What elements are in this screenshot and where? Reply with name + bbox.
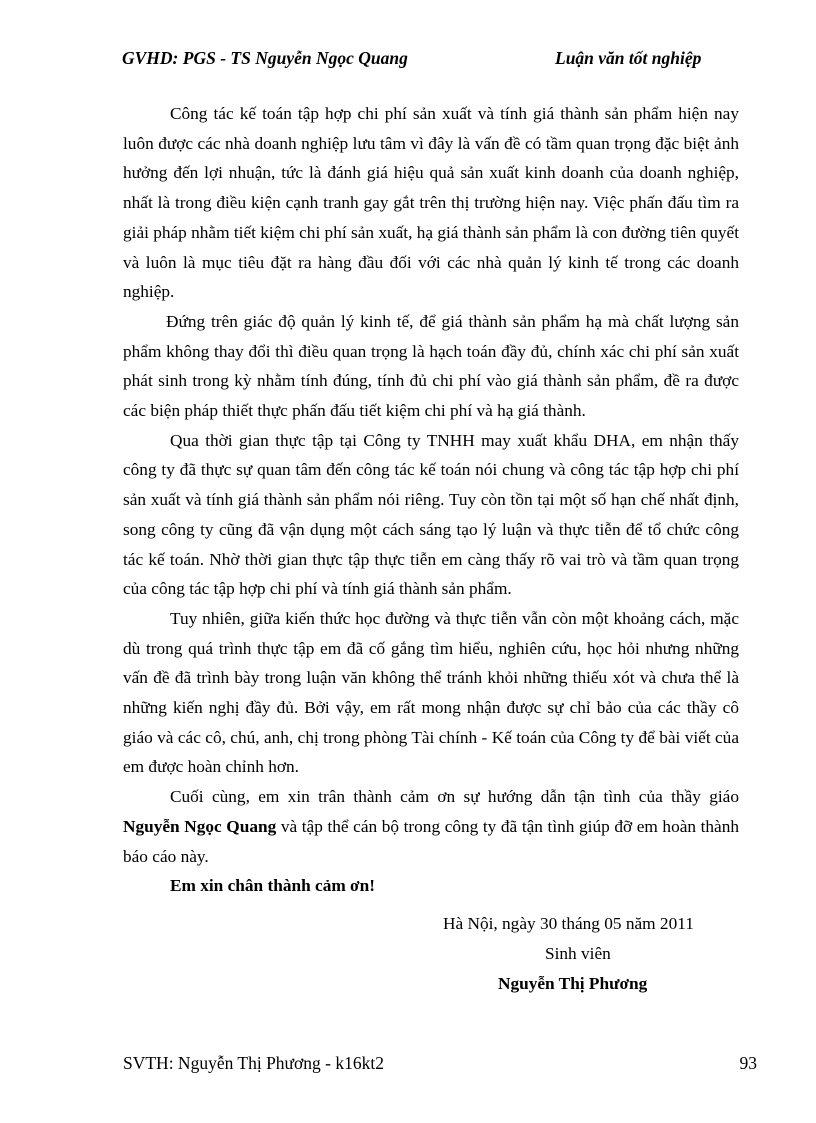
page-footer <box>123 1053 757 1079</box>
paragraph-2: Đứng trên giác độ quản lý kinh tế, để giá thành sản phẩm hạ mà chất lượng sản phẩm không thay đổi thì điều quan trọng là hạch toán đầy đủ, chính xác chi phí sản xuất phát sinh trong kỳ nhằm tính đúng, tính đủ chi phí vào giá thành sản phẩm, đề ra được các biện pháp thiết thực phấn đấu tiết kiệm chi phí và hạ giá thành. <box>123 311 739 421</box>
thanks-line: Em xin chân thành cảm ơn! <box>170 876 375 896</box>
page-header <box>122 48 722 74</box>
paragraph-5-end: và tập thể cán bộ trong công ty đã tận tình giúp đỡ em hoàn thành báo cáo này. <box>123 816 740 866</box>
advisor-name: Nguyễn Ngọc Quang <box>123 816 277 836</box>
main-content <box>123 99 739 901</box>
advisor-label: GVHD: PGS - TS Nguyễn Ngọc Quang <box>122 48 408 68</box>
student-label: SVTH: Nguyễn Thị Phương - k16kt2 <box>123 1053 384 1073</box>
paragraph-5 <box>123 782 739 871</box>
page-number: 93 <box>739 1053 757 1073</box>
signature-name: Nguyễn Thị Phương <box>498 974 648 993</box>
signature-role: Sinh viên <box>545 944 611 963</box>
paragraph-1: Công tác kế toán tập hợp chi phí sản xuất và tính giá thành sản phẩm hiện nay luôn được các nhà doanh nghiệp lưu tâm vì đây là vấn đề có tầm quan trọng đặc biệt ảnh hưởng đến lợi nhuận, tức là đánh giá hiệu quả sản xuất kinh doanh của doanh nghiệp, nhất là trong điều kiện cạnh tranh gay gắt trên thị trường hiện nay. Việc phấn đấu tìm ra giải pháp nhằm tiết kiệm chi phí sản xuất, hạ giá thành sản phẩm là con đường tiên quyết và luôn là mục tiêu đặt ra hàng đầu đối với các nhà quản lý kinh tế trong các doanh nghiệp. <box>123 104 739 302</box>
paragraph-5-start: Cuối cùng, em xin trân thành cảm ơn sự hướng dẫn tận tình của thầy giáo <box>170 787 739 807</box>
paragraph-3: Qua thời gian thực tập tại Công ty TNHH may xuất khẩu DHA, em nhận thấy công ty đã thực sự quan tâm đến công tác kế toán nói chung và công tác tập hợp chi phí sản xuất và tính giá thành sản phẩm nói riêng. Tuy còn tồn tại một số hạn chế nhất định, song công ty cũng đã vận dụng một cách sáng tạo lý luận và thực tiễn để tổ chức công tác kế toán. Nhờ thời gian thực tập thực tiễn em càng thấy rõ vai trò và tầm quan trọng của công tác tập hợp chi phí và tính giá thành sản phẩm. <box>123 430 739 599</box>
signature-date: Hà Nội, ngày 30 tháng 05 năm 2011 <box>443 914 694 933</box>
paragraph-4: Tuy nhiên, giữa kiến thức học đường và thực tiễn vẫn còn một khoảng cách, mặc dù trong quá trình thực tập em đã cố gắng tìm hiểu, nghiên cứu, học hỏi nhưng những vấn đề đã trình bày trong luận văn không thể tránh khỏi những thiếu xót và chưa thể là những kiến nghị đầy đủ. Bởi vậy, em rất mong nhận được sự chỉ bảo của các thầy cô giáo và các cô, chú, anh, chị trong phòng Tài chính - Kế toán của Công ty để bài viết của em được hoàn chỉnh hơn. <box>123 608 739 777</box>
document-type-label: Luận văn tốt nghiệp <box>555 48 702 68</box>
